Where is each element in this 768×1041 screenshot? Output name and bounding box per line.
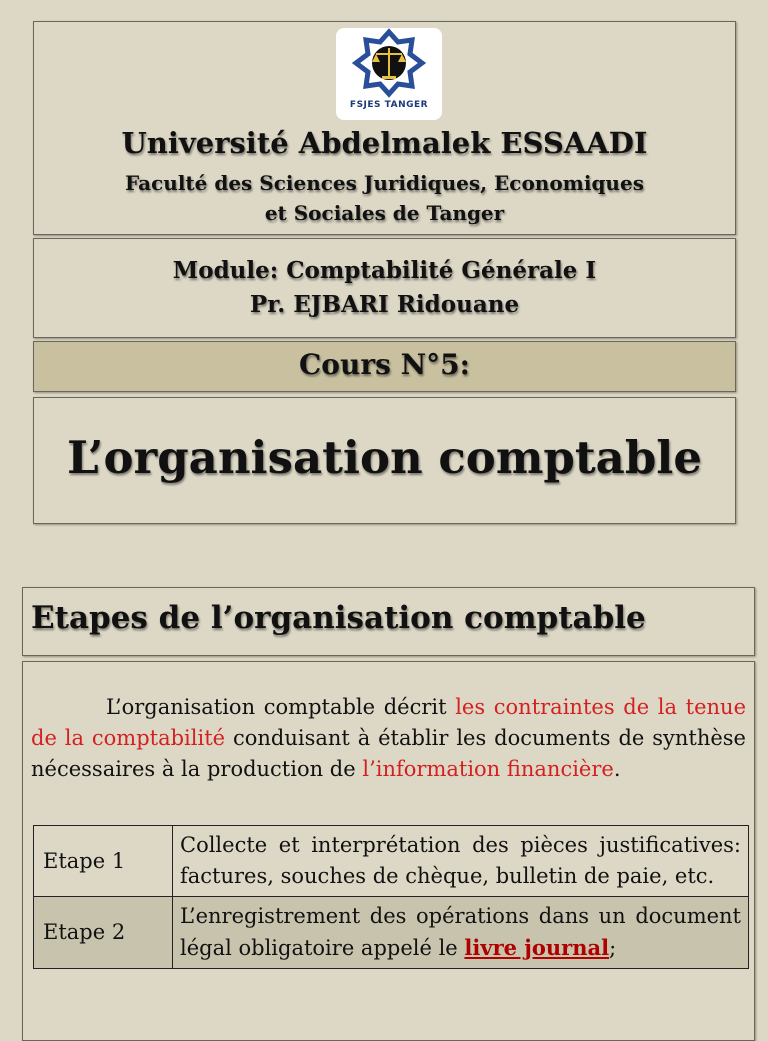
scales-of-justice-icon — [336, 28, 442, 98]
module-info — [33, 238, 736, 338]
steps-table — [33, 825, 749, 969]
title-box — [33, 397, 736, 524]
module-name: Module: Comptabilité Générale I — [172, 257, 597, 284]
intro-paragraph — [31, 692, 746, 785]
step-label: Etape 1 — [34, 826, 173, 897]
step-text: L’enregistrement des opérations dans un document légal obligatoire appelé le — [180, 904, 741, 960]
course-number: Cours N°5: — [299, 348, 470, 381]
university-header — [33, 21, 736, 235]
intro-text-2: conduisant à établir les documents de synthèse nécessaires à la production de — [31, 726, 746, 781]
intro-highlight-1: les contraintes de la tenue de la comptabilité — [31, 695, 747, 750]
faculty-name — [34, 168, 735, 228]
step-description: Collecte et interprétation des pièces justificatives: factures, souches de chèque, bulletin de paie, etc. — [173, 826, 749, 897]
step-description — [173, 897, 749, 969]
intro-text-1: L’organisation comptable décrit — [106, 695, 456, 719]
faculty-line-1: Faculté des Sciences Juridiques, Economiques — [125, 171, 644, 195]
table-row — [34, 826, 749, 897]
faculty-line-2: et Sociales de Tanger — [264, 201, 505, 225]
page-title: L’organisation comptable — [66, 431, 703, 484]
course-number-band — [33, 341, 736, 392]
fsjes-logo — [336, 28, 442, 120]
section-title: Etapes de l’organisation comptable — [31, 600, 646, 636]
intro-text-3: . — [613, 757, 621, 781]
section-heading-box — [22, 587, 755, 656]
university-name: Université Abdelmalek ESSAADI — [121, 126, 648, 160]
content-box — [22, 661, 755, 1041]
professor-name: Pr. EJBARI Ridouane — [249, 291, 520, 318]
step-suffix: ; — [609, 936, 617, 960]
step-highlight: livre journal — [464, 935, 610, 960]
table-row — [34, 897, 749, 969]
intro-highlight-2: l’information financière — [362, 757, 614, 781]
logo-caption: FSJES TANGER — [349, 100, 429, 110]
step-label: Etape 2 — [34, 897, 173, 969]
